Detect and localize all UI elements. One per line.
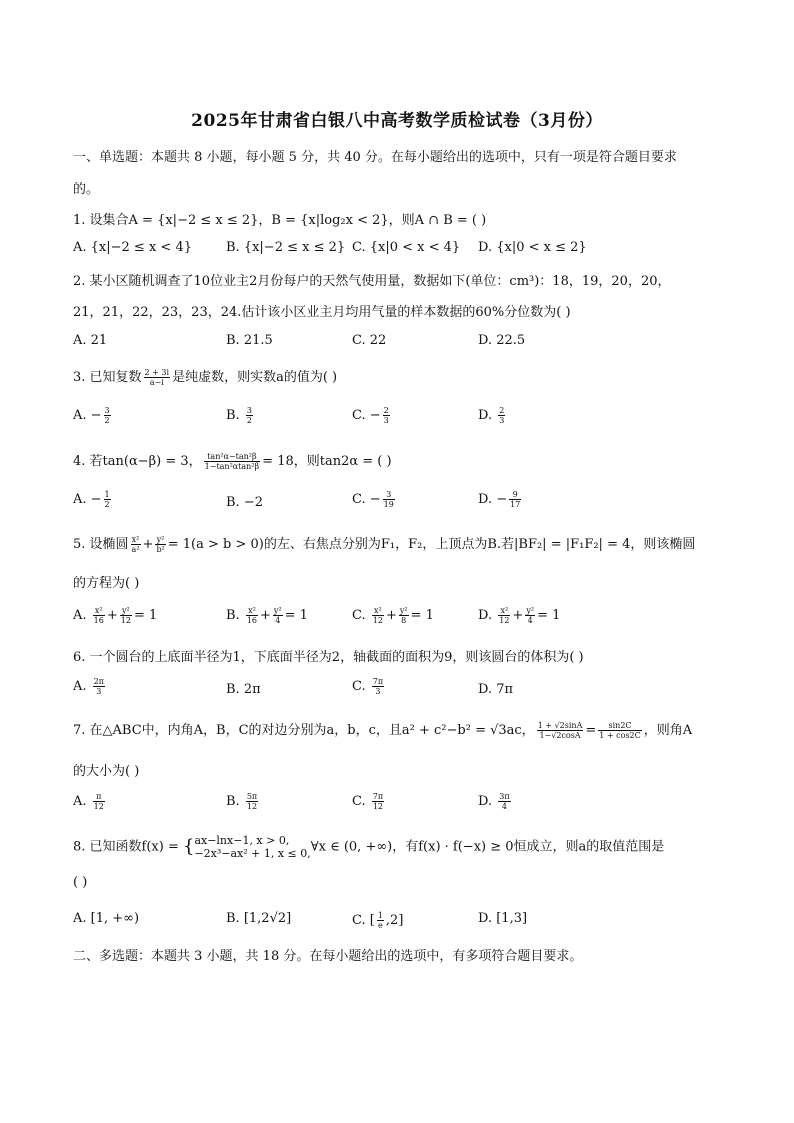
- piecewise: [194, 834, 310, 860]
- option-a: A. 21: [73, 333, 108, 348]
- numerator: y²: [273, 606, 282, 615]
- denominator: 1−tan²αtan²β: [204, 462, 260, 471]
- denominator: 12: [372, 616, 383, 625]
- section-1-heading-cont: 的。: [73, 182, 100, 197]
- fraction: [144, 368, 171, 387]
- question-8-stem-line2: ( ): [73, 875, 88, 890]
- question-6-stem: 6. 一个圆台的上底面半径为1，下底面半径为2，轴截面的面积为9，则该圆台的体积为( ): [73, 650, 584, 665]
- option-label: C. −: [352, 492, 381, 507]
- option-c: C. $\frac{\text{x²}}{12}$ + $\frac{\text{y²}}{8}$ = 1: [352, 606, 434, 625]
- fraction: [246, 606, 258, 625]
- piece-1: ax−lnx−1, x > 0,: [194, 834, 290, 847]
- option-label: B.: [226, 408, 244, 423]
- numerator: y²: [120, 606, 132, 616]
- option-d: [478, 406, 507, 425]
- denominator: 1 + cos2C: [599, 731, 641, 740]
- question-5-stem-line2: 的方程为( ): [73, 576, 140, 591]
- fraction: [509, 490, 521, 509]
- option-c: [352, 677, 386, 696]
- question-3-stem: [73, 366, 337, 387]
- fraction: [383, 406, 390, 425]
- section-1-heading: 一、单选题：本题共 8 小题，每小题 5 分，共 40 分。在每小题给出的选项中，只有一项是符合题目要求: [73, 150, 677, 165]
- numerator: 3: [104, 406, 110, 415]
- denominator: 12: [499, 616, 510, 625]
- fraction: [93, 792, 105, 811]
- option-label: D.: [478, 608, 497, 623]
- fraction: [120, 606, 132, 625]
- numerator: y²: [526, 606, 535, 615]
- option-b: B. −2: [226, 495, 263, 510]
- option-c: [352, 792, 386, 811]
- numerator: 2: [499, 406, 505, 415]
- stem-part: 4. 若tan(α−β) = 3，: [73, 454, 202, 469]
- section-2-heading: 二、多选题：本题共 3 小题，共 18 分。在每小题给出的选项中，有多项符合题目要求。: [73, 949, 583, 964]
- option-a: [73, 792, 107, 811]
- option-b: [226, 792, 260, 811]
- question-2-stem-line2: 21，21，22，23，23，24.估计该小区业主月均用气量的样本数据的60%分位数为( ): [73, 305, 571, 320]
- denominator: a²: [131, 545, 140, 554]
- option-label: C. −: [352, 408, 381, 423]
- fraction: [104, 490, 111, 509]
- option-label: A.: [73, 679, 91, 694]
- fraction: [372, 677, 384, 696]
- option-c: [352, 911, 403, 930]
- option-a: [73, 406, 113, 425]
- denominator: 2: [104, 416, 110, 425]
- option-d: [478, 490, 523, 509]
- option-a: [73, 677, 107, 696]
- denominator: 4: [501, 802, 507, 811]
- option-tail: = 1: [284, 608, 308, 623]
- denominator: 2: [104, 500, 110, 509]
- numerator: x²: [372, 606, 384, 616]
- numerator: tan²α−tan²β: [204, 452, 261, 462]
- denominator: 4: [527, 616, 533, 625]
- option-d: D. {x|0 < x ≤ 2}: [478, 240, 587, 255]
- option-c: [352, 406, 392, 425]
- fraction: [155, 535, 165, 554]
- numerator: 1: [377, 911, 383, 920]
- brace-icon: {: [182, 836, 195, 857]
- option-label: A. −: [73, 492, 102, 507]
- stem-part: ，则角A: [643, 723, 693, 738]
- numerator: y²: [156, 535, 165, 544]
- option-label: A.: [73, 608, 91, 623]
- fraction: [273, 606, 283, 625]
- stem-part: = 18，则tan2α = ( ): [262, 454, 392, 469]
- option-b: B. [1,2√2]: [226, 911, 292, 926]
- numerator: π: [93, 792, 105, 802]
- denominator: e: [378, 921, 383, 930]
- option-label: D.: [478, 408, 497, 423]
- option-label: A. −: [73, 408, 102, 423]
- option-d: [478, 792, 513, 811]
- fraction: [498, 406, 505, 425]
- fraction: [131, 535, 141, 554]
- question-1-stem: 1. 设集合A = {x|−2 ≤ x ≤ 2}，B = {x|log₂x < 2}，则A ∩ B = ( ): [73, 213, 487, 228]
- option-tail: ,2]: [385, 913, 404, 928]
- numerator: 7π: [372, 677, 384, 686]
- option-a: A. [1, +∞): [73, 911, 140, 926]
- numerator: 2: [383, 406, 389, 415]
- option-tail: = 1: [410, 608, 434, 623]
- fraction: [204, 452, 261, 471]
- option-b: B. 21.5: [226, 333, 273, 348]
- option-label: D.: [478, 794, 497, 809]
- denominator: b²: [156, 545, 165, 554]
- fraction: [93, 606, 105, 625]
- fraction: [525, 606, 535, 625]
- option-label: B.: [226, 608, 244, 623]
- option-label: B.: [226, 794, 244, 809]
- stem-part: 3. 已知复数: [73, 370, 142, 385]
- option-d: D. 22.5: [478, 333, 526, 348]
- option-tail: = 1: [537, 608, 561, 623]
- fraction: [498, 792, 510, 811]
- numerator: 1: [104, 490, 110, 499]
- fraction: [372, 606, 384, 625]
- question-5-stem-line1: 5. 设椭圆 $\frac{\text{x²}}{\text{a²}}$ + $\frac{\text{y²}}{\text{b²}}$ = 1(a > b > 0)的左、右焦点分别为F₁，F₂，上顶点为B.若|BF₂| = |F₁F₂| = 4，则该椭圆: [73, 535, 696, 554]
- numerator: 3: [246, 406, 252, 415]
- question-7-stem-line2: 的大小为( ): [73, 764, 140, 779]
- numerator: y²: [399, 606, 408, 615]
- fraction: [104, 406, 111, 425]
- numerator: 5π: [246, 792, 258, 801]
- denominator: 3: [383, 416, 389, 425]
- denominator: 3: [96, 687, 102, 696]
- denominator: 3: [375, 687, 381, 696]
- option-c: C. 22: [352, 333, 387, 348]
- option-label: C.: [352, 679, 370, 694]
- option-tail: = 1: [133, 608, 158, 623]
- option-b: [226, 406, 255, 425]
- fraction: [246, 406, 253, 425]
- denominator: 16: [93, 616, 104, 625]
- denominator: 1−√2cosA: [539, 731, 581, 740]
- option-b: B. $\frac{\text{x²}}{16}$ + $\frac{\text{y²}}{4}$ = 1: [226, 606, 308, 625]
- option-label: C.: [352, 608, 370, 623]
- option-d: D. 7π: [478, 682, 514, 697]
- fraction: [498, 606, 510, 625]
- option-a: [73, 490, 113, 509]
- option-a: A. $\frac{\text{x²}}{16}$ + $\frac{\text{y²}}{12}$ = 1: [73, 606, 158, 625]
- stem-part: 7. 在△ABC中，内角A，B，C的对边分别为a，b，c，且a² + c²−b² = √3ac，: [73, 723, 535, 738]
- fraction: [598, 721, 642, 740]
- numerator: x²: [498, 606, 510, 616]
- option-label: A.: [73, 794, 91, 809]
- option-label: D. −: [478, 492, 508, 507]
- denominator: 4: [275, 616, 281, 625]
- denominator: 12: [120, 616, 131, 625]
- numerator: sin2C: [598, 721, 642, 731]
- option-b: B. {x|−2 ≤ x ≤ 2}: [226, 240, 346, 255]
- numerator: x²: [93, 606, 105, 616]
- denominator: a−i: [149, 378, 164, 387]
- option-d: D. [1,3]: [478, 911, 528, 926]
- question-4-stem: [73, 450, 392, 471]
- numerator: 7π: [372, 792, 384, 801]
- option-a: A. {x|−2 ≤ x < 4}: [73, 240, 192, 255]
- denominator: 19: [383, 500, 394, 509]
- question-8-stem-line1: [73, 834, 664, 860]
- numerator: x²: [131, 535, 140, 544]
- question-7-stem-line1: 7. 在△ABC中，内角A，B，C的对边分别为a，b，c，且a² + c²−b² = √3ac， $\frac{1 + √2\sin A}{1-√2\cos A}$ = $\frac{\sin 2C}{1 + \cos 2C}$ ，则角A: [73, 721, 693, 740]
- denominator: 2: [246, 416, 252, 425]
- denominator: 17: [510, 500, 521, 509]
- fraction: [377, 911, 384, 930]
- question-2-stem-line1: 2. 某小区随机调查了10位业主2月份每户的天然气使用量，数据如下(单位：cm³)：18，19，20，20，: [73, 274, 671, 289]
- option-c: [352, 490, 397, 509]
- stem-part: ∀x ∈ (0, +∞)，有f(x) · f(−x) ≥ 0恒成立，则a的取值范围是: [310, 839, 665, 855]
- numerator: 1 + √2sinA: [537, 721, 583, 730]
- denominator: 8: [401, 616, 407, 625]
- option-c: C. {x|0 < x < 4}: [352, 240, 461, 255]
- denominator: 12: [246, 802, 258, 811]
- page-title: 2025年甘肃省白银八中高考数学质检试卷（3月份）: [191, 111, 603, 131]
- piece-2: −2x³−ax² + 1, x ≤ 0,: [194, 847, 311, 860]
- option-d: D. $\frac{\text{x²}}{12}$ + $\frac{\text{y²}}{4}$ = 1: [478, 606, 561, 625]
- stem-part: 8. 已知函数f(x) =: [73, 839, 183, 855]
- fraction: [399, 606, 409, 625]
- fraction: [383, 490, 395, 509]
- fraction: [246, 792, 258, 811]
- denominator: 12: [372, 802, 384, 811]
- numerator: 2 + 3i: [144, 368, 170, 377]
- denominator: 12: [93, 802, 104, 811]
- fraction: [93, 677, 105, 696]
- stem-part: 5. 设椭圆: [73, 537, 129, 552]
- option-b: B. 2π: [226, 682, 261, 697]
- option-label: C. [: [352, 913, 375, 928]
- stem-part: = 1(a > b > 0)的左、右焦点分别为F₁，F₂，上顶点为B.若|BF₂| = |F₁F₂| = 4，则该椭圆: [167, 537, 696, 552]
- numerator: 2π: [93, 677, 105, 686]
- numerator: x²: [246, 606, 258, 616]
- fraction: [537, 721, 584, 740]
- stem-part: 是纯虚数，则实数a的值为( ): [172, 370, 338, 385]
- denominator: 16: [246, 616, 258, 625]
- option-label: C.: [352, 794, 370, 809]
- numerator: 3: [383, 490, 395, 500]
- denominator: 3: [499, 416, 505, 425]
- numerator: 3π: [499, 792, 510, 801]
- fraction: [372, 792, 384, 811]
- numerator: 9: [509, 490, 521, 500]
